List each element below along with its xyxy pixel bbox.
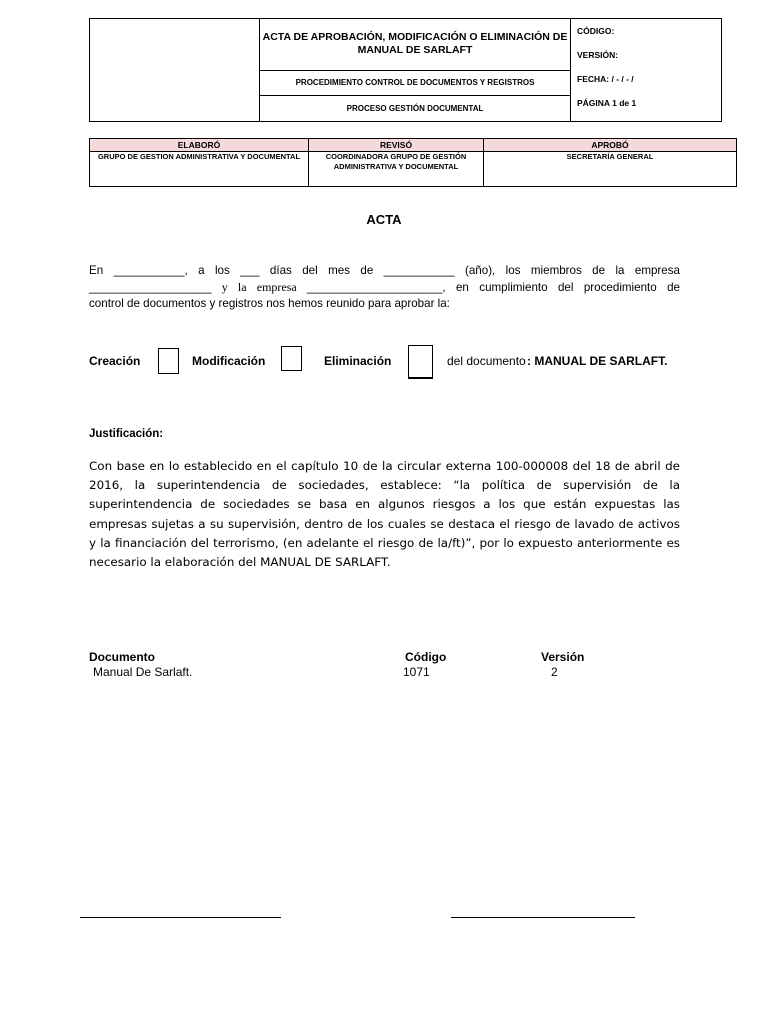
- codigo-label: CÓDIGO:: [577, 26, 615, 36]
- signature-line-left: [80, 917, 281, 918]
- doc-name: : MANUAL DE SARLAFT.: [527, 354, 668, 368]
- blank-company-2: _____________________, en cumplimiento del procedimiento de: [306, 281, 680, 294]
- intro-paragraph: [89, 263, 680, 312]
- version-header: Versión: [541, 650, 585, 664]
- aprobo-header: APROBÓ: [484, 139, 737, 152]
- logo-area: [90, 19, 260, 122]
- document-title: ACTA DE APROBACIÓN, MODIFICACIÓN O ELIMINACIÓN DE MANUAL DE SARLAFT: [260, 19, 571, 71]
- y-la-empresa: y la empresa: [211, 280, 307, 294]
- acta-heading: ACTA: [366, 212, 402, 227]
- documento-value: Manual De Sarlaft.: [93, 665, 193, 679]
- creacion-label: Creación: [89, 354, 141, 368]
- fecha-label: FECHA: / - / - /: [577, 74, 634, 84]
- blank-company-1: ___________________: [89, 281, 212, 294]
- pagina-label: PÁGINA 1 de 1: [577, 98, 637, 108]
- modificacion-label: Modificación: [192, 354, 266, 368]
- version-label: VERSIÓN:: [577, 50, 619, 60]
- reviso-value: COORDINADORA GRUPO DE GESTIÓN ADMINISTRATIVA Y DOCUMENTAL: [309, 152, 484, 187]
- eliminacion-checkbox[interactable]: [408, 345, 433, 379]
- eliminacion-label: Eliminación: [324, 354, 392, 368]
- version-value: 2: [551, 665, 558, 679]
- intro-line-2: [89, 279, 680, 296]
- creacion-checkbox[interactable]: [158, 348, 179, 374]
- intro-line-1: En ___________, a los ___ días del mes de ___________ (año), los miembros de la empresa: [89, 264, 680, 277]
- aprobo-value: SECRETARÍA GENERAL: [484, 152, 737, 187]
- codigo-value: 1071: [403, 665, 430, 679]
- documento-header: Documento: [89, 650, 155, 664]
- codigo-header: Código: [405, 650, 447, 664]
- reviso-header: REVISÓ: [309, 139, 484, 152]
- signature-line-right: [451, 917, 635, 918]
- signature-table: [89, 138, 737, 187]
- justificacion-label: Justificación:: [89, 428, 164, 440]
- header-table: [89, 18, 722, 122]
- meta-box: [571, 19, 722, 122]
- elaboro-value: GRUPO DE GESTION ADMINISTRATIVA Y DOCUMENTAL: [90, 152, 309, 187]
- procedure-name: PROCEDIMIENTO CONTROL DE DOCUMENTOS Y REGISTROS: [260, 70, 571, 96]
- intro-line-3: control de documentos y registros nos hemos reunido para aprobar la:: [89, 297, 450, 310]
- action-options: [89, 345, 709, 379]
- justificacion-text: Con base en lo establecido en el capítulo 10 de la circular externa 100-000008 del 18 de abril de 2016, la superintendencia de sociedades, establece: “la política de supervisión de la superintendencia de sociedades se basa en algunos riesgos a los que están expuestas las empresas sujetas a su supervisión, dentro de los cuales se destaca el riesgo de lavado de activos y la financiación del terrorismo, (en adelante el riesgo de la/ft)”, por lo expuesto anteriormente es necesario la elaboración del MANUAL DE SARLAFT.: [89, 459, 680, 570]
- doc-prefix: del documento: [447, 354, 526, 368]
- elaboro-header: ELABORÓ: [90, 139, 309, 152]
- modificacion-checkbox[interactable]: [281, 346, 302, 371]
- process-name: PROCESO GESTIÓN DOCUMENTAL: [260, 96, 571, 122]
